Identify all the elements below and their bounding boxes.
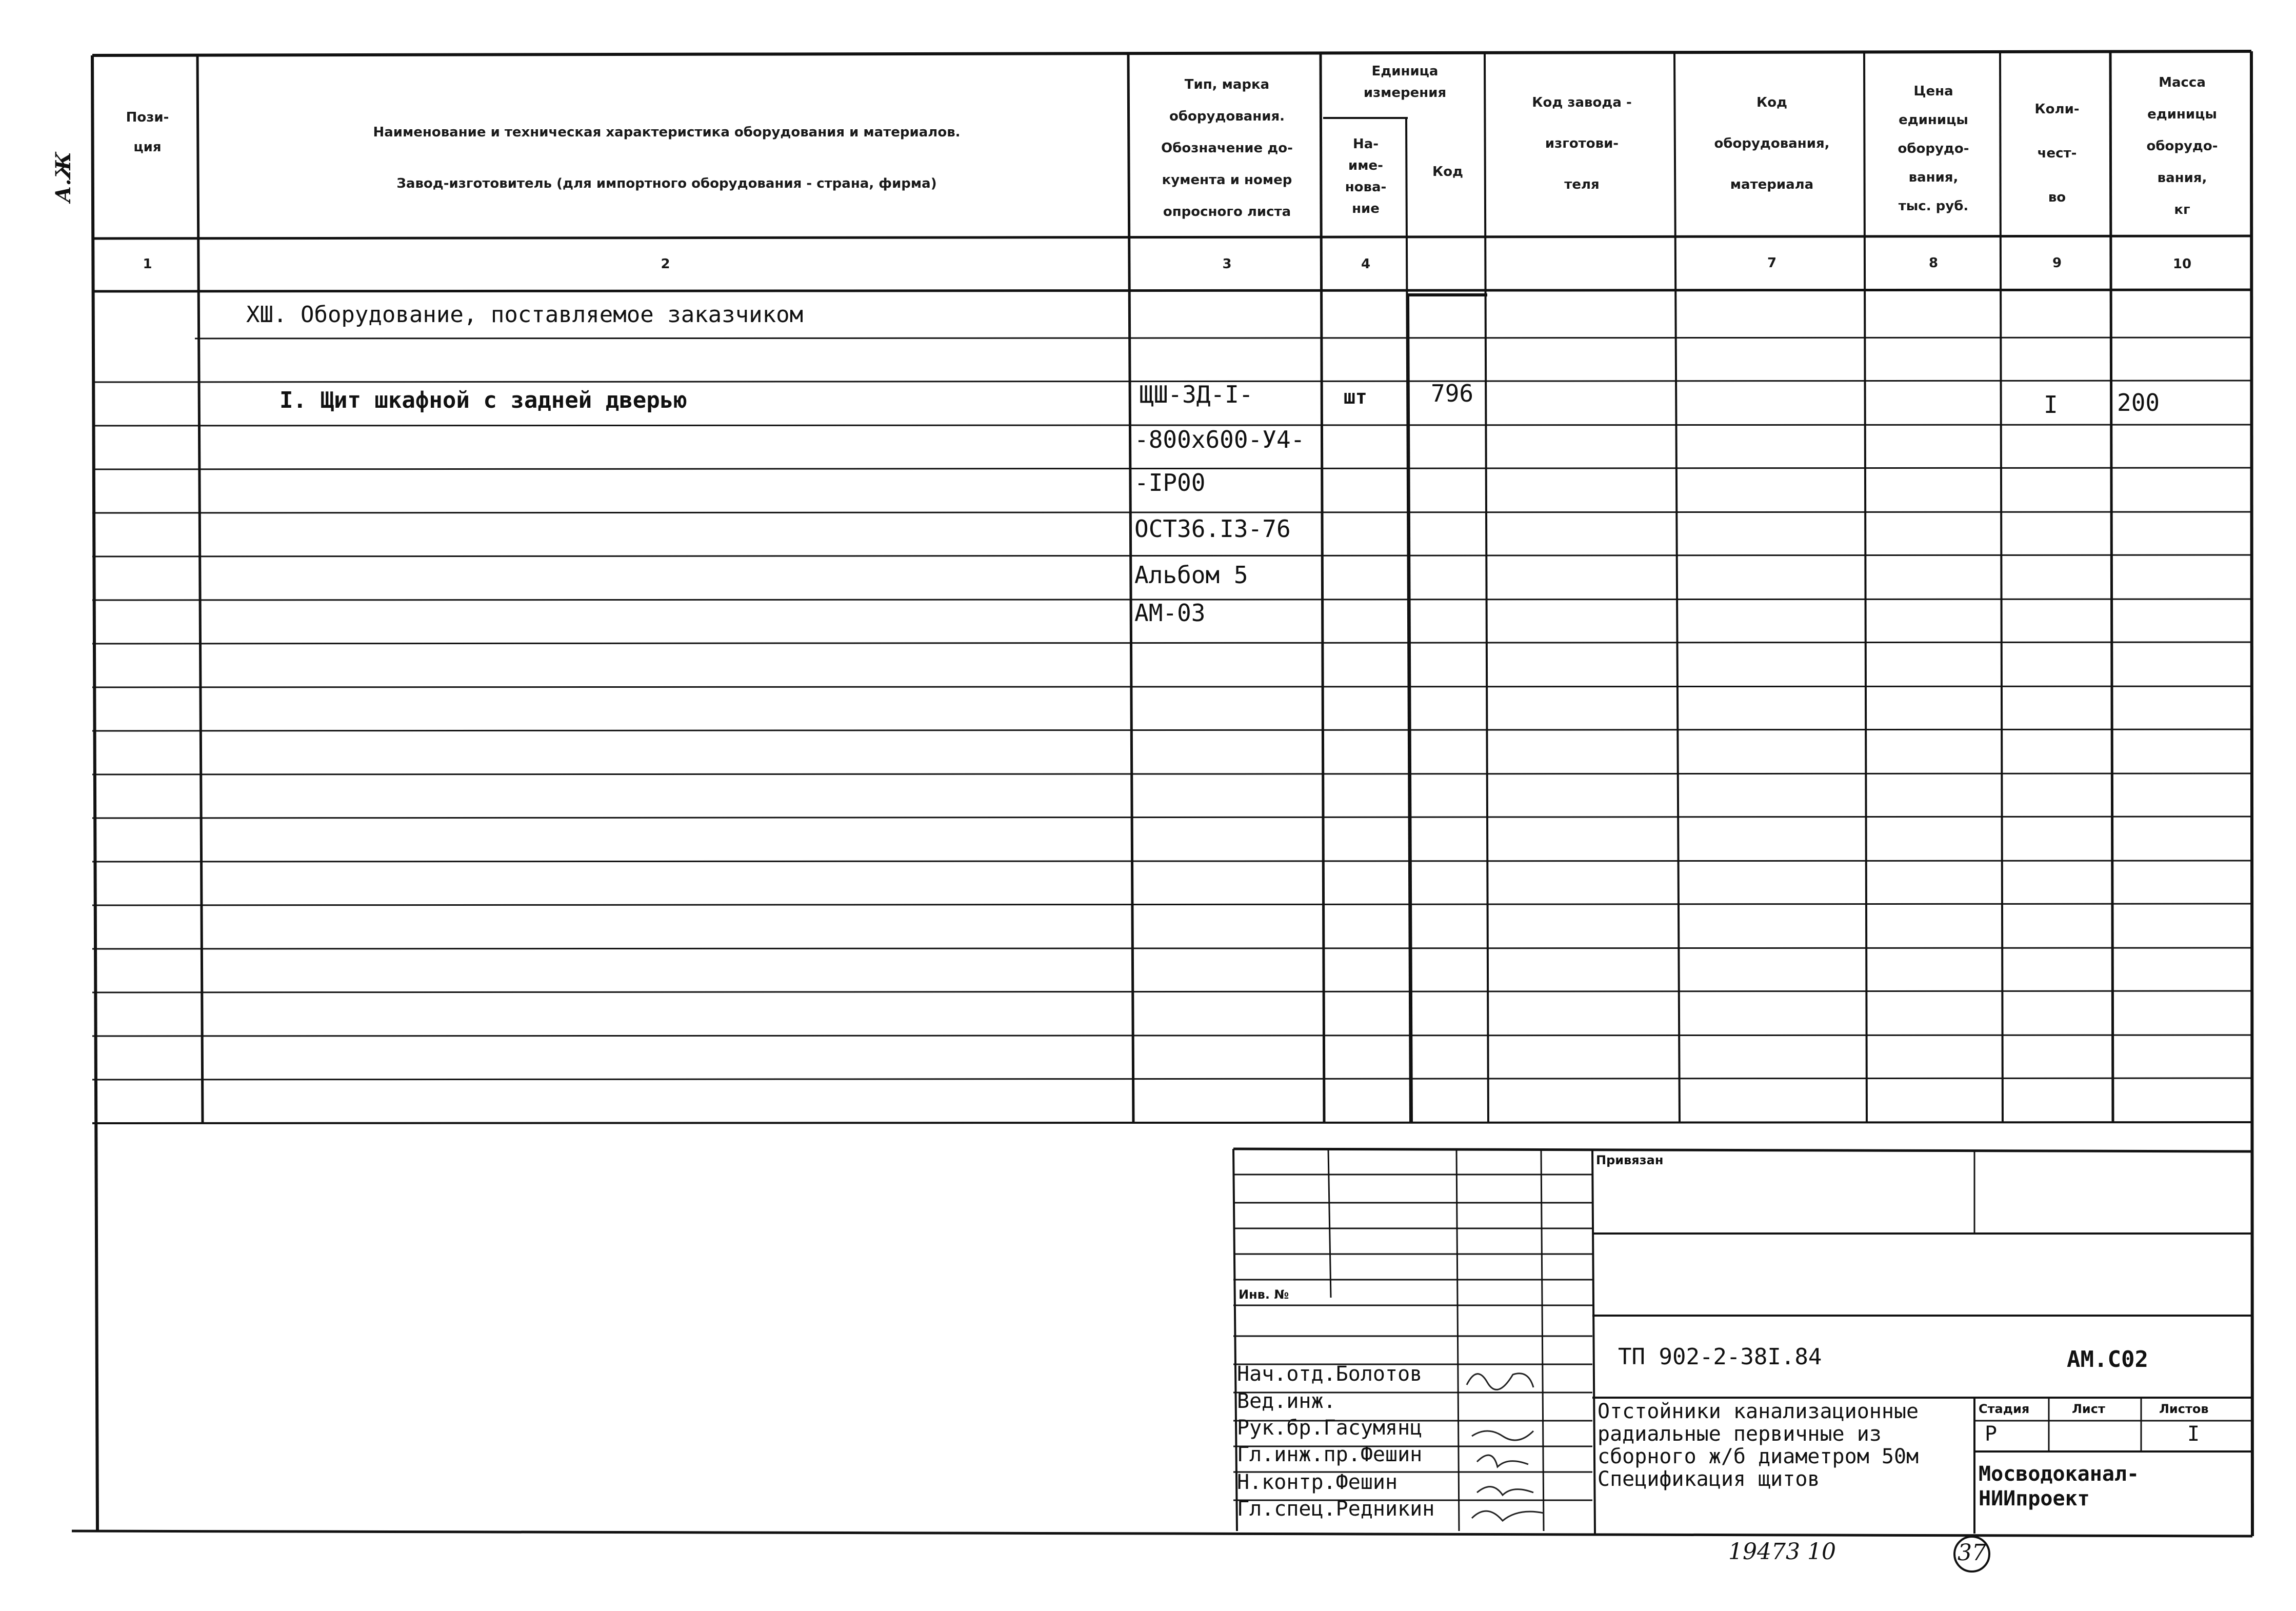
header-col-unit-name-line: име- (1348, 158, 1383, 173)
header-col-factory-code-line: изготови- (1545, 136, 1619, 151)
header-col-price-line: вания, (1908, 170, 1959, 185)
header-col-type-line: кумента и номер (1162, 172, 1292, 188)
doc-description-line: Отстойники канализационные (1598, 1400, 1919, 1423)
doc-description (1598, 1400, 1919, 1490)
type-line: -IP00 (1134, 469, 1206, 496)
header-col-price-line: Цена (1913, 84, 1953, 99)
signer-row: Гл.инж.пр.Фешин (1237, 1443, 1423, 1466)
header-col-type (1133, 69, 1321, 228)
quantity: I (2044, 391, 2058, 419)
column-number: 4 (1361, 256, 1371, 272)
header-col-quantity-line: чест- (2037, 146, 2077, 161)
header-col-name-line: Наименование и техническая характеристика оборудования и материалов. (373, 125, 961, 140)
column-number: 9 (2052, 255, 2062, 271)
privyazan-label: Привязан (1596, 1153, 1664, 1167)
header-col-position-line: ция (133, 140, 162, 155)
signer-row: Гл.спец.Редникин (1237, 1497, 1435, 1521)
organization (1979, 1462, 2139, 1511)
header-unit-line: Единица (1371, 64, 1439, 79)
mass: 200 (2117, 389, 2160, 416)
doc-description-line: радиальные первичные из (1598, 1422, 1882, 1446)
header-col-position-line: Пози- (126, 110, 169, 125)
header-col-unit-name-line: ние (1352, 201, 1380, 216)
header-col-type-line: Тип, марка (1184, 77, 1270, 92)
header-col-unit-name-line: нова- (1345, 180, 1387, 195)
column-number: 3 (1222, 256, 1232, 272)
header-col-quantity-line: Коли- (2034, 102, 2080, 117)
header-col-mass-line: кг (2174, 202, 2190, 217)
header-col-name (205, 107, 1128, 209)
header-col-type-line: опросного листа (1163, 204, 1291, 220)
page-number: 37 (1958, 1540, 1986, 1566)
organization-line: НИИпроект (1979, 1487, 2090, 1510)
header-col-unit-code: Код (1432, 164, 1464, 180)
unit-name: шт (1344, 386, 1367, 408)
header-col-price-line: единицы (1899, 112, 1968, 128)
header-col-name-line: Завод-изготовитель (для импортного оборудования - страна, фирма) (396, 176, 937, 191)
header-col-equipment-code-line: оборудования, (1714, 136, 1830, 151)
header-col-type-line: оборудования. (1169, 109, 1285, 124)
column-number: 1 (143, 256, 152, 272)
header-col-mass-line: Масса (2159, 75, 2206, 90)
header-col-mass-line: единицы (2147, 107, 2217, 122)
header-col-price (1867, 77, 2000, 221)
item-name: I. Щит шкафной с задней дверью (279, 387, 687, 413)
signer-row: Вед.инж. (1237, 1389, 1336, 1413)
header-col-mass (2113, 67, 2251, 226)
header-col-unit-name (1324, 133, 1407, 220)
header-col-price-line: тыс. руб. (1898, 198, 1969, 214)
header-col-equipment-code-line: Код (1756, 95, 1788, 110)
header-col-position (100, 103, 195, 162)
header-col-factory-code (1488, 82, 1675, 205)
header-unit-group (1324, 61, 1486, 104)
stage-value: Р (1985, 1422, 1998, 1446)
column-number: 7 (1767, 255, 1777, 271)
column-number: 8 (1928, 255, 1939, 271)
signer-row: Рук.бр.Гасумянц (1237, 1416, 1423, 1440)
header-col-factory-code-line: Код завода - (1532, 95, 1632, 110)
doc-code: АМ.С02 (2067, 1346, 2148, 1373)
project-code: ТП 902-2-38I.84 (1618, 1344, 1822, 1370)
signer-row: Н.контр.Фешин (1237, 1470, 1398, 1494)
inv-no-label: Инв. № (1239, 1287, 1289, 1302)
unit-code: 796 (1431, 380, 1474, 407)
header-col-factory-code-line: теля (1564, 177, 1600, 192)
sheet-label: Лист (2072, 1402, 2105, 1416)
type-line: АМ-03 (1134, 599, 1206, 627)
type-line: ЩШ-ЗД-I- (1140, 381, 1253, 408)
header-col-unit-name-line: На- (1352, 136, 1379, 152)
header-col-mass-line: оборудо- (2146, 138, 2218, 154)
header-col-quantity-line: во (2048, 190, 2066, 205)
column-number: 10 (2172, 256, 2192, 272)
side-mark: А.Ж (51, 152, 75, 203)
doc-description-line: сборного ж/б диаметром 50м (1598, 1445, 1919, 1468)
archive-number: 19473 10 (1728, 1539, 1836, 1565)
header-col-equipment-code (1680, 82, 1864, 205)
doc-description-line: Спецификация щитов (1598, 1467, 1820, 1491)
type-line: Альбом 5 (1134, 561, 1248, 589)
column-number: 2 (661, 256, 670, 272)
header-col-mass-line: вания, (2157, 170, 2207, 186)
sheets-label: Листов (2159, 1402, 2209, 1416)
signature-scribbles (1456, 1354, 1549, 1528)
header-unit-line: измерения (1363, 85, 1447, 101)
section-title: XШ. Оборудование, поставляемое заказчиком (246, 302, 804, 328)
signer-row: Нач.отд.Болотов (1237, 1362, 1423, 1386)
type-line: ОСТ36.I3-76 (1134, 515, 1291, 543)
header-col-quantity (2003, 87, 2111, 220)
organization-line: Мосводоканал- (1979, 1462, 2140, 1486)
type-line: -800х600-У4- (1134, 426, 1305, 453)
header-col-equipment-code-line: материала (1730, 177, 1814, 192)
header-col-price-line: оборудо- (1898, 141, 1969, 156)
header-col-type-line: Обозначение до- (1161, 141, 1293, 156)
sheets-value: I (2187, 1422, 2200, 1446)
stage-label: Стадия (1979, 1402, 2030, 1416)
